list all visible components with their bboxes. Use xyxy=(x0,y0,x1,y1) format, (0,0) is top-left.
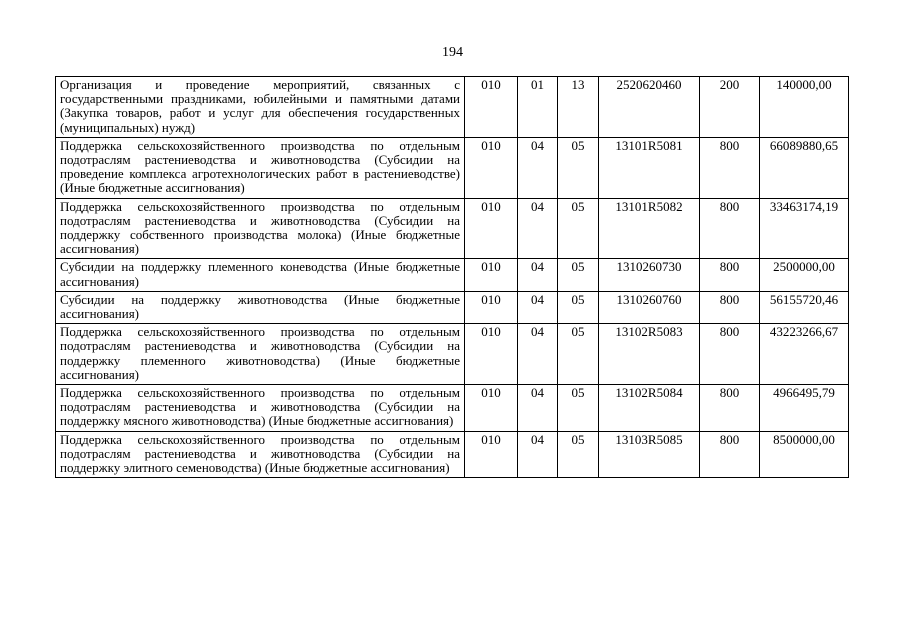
row-code2: 04 xyxy=(518,385,558,432)
row-target: 13103R5085 xyxy=(599,431,700,478)
row-code1: 010 xyxy=(465,291,518,323)
row-type: 800 xyxy=(700,291,760,323)
row-code3: 05 xyxy=(558,324,599,385)
row-amount: 2500000,00 xyxy=(760,259,849,291)
row-target: 13102R5084 xyxy=(599,385,700,432)
row-amount: 43223266,67 xyxy=(760,324,849,385)
row-target: 2520620460 xyxy=(599,77,700,138)
budget-table xyxy=(55,76,849,478)
row-name: Поддержка сельскохозяйственного производства по отдельным подотраслям растениеводства и животноводства (Субсидии на поддержку мясного животноводства) (Иные бюджетные ассигнования) xyxy=(56,385,465,432)
table-row xyxy=(56,137,849,198)
row-type: 800 xyxy=(700,431,760,478)
table-row xyxy=(56,324,849,385)
row-code1: 010 xyxy=(465,259,518,291)
row-code2: 04 xyxy=(518,198,558,259)
row-type: 800 xyxy=(700,198,760,259)
row-code3: 05 xyxy=(558,385,599,432)
row-type: 800 xyxy=(700,137,760,198)
table-row xyxy=(56,259,849,291)
row-type: 200 xyxy=(700,77,760,138)
row-code3: 05 xyxy=(558,137,599,198)
row-code2: 01 xyxy=(518,77,558,138)
row-type: 800 xyxy=(700,259,760,291)
page-number: 194 xyxy=(442,45,463,60)
row-code1: 010 xyxy=(465,137,518,198)
row-amount: 4966495,79 xyxy=(760,385,849,432)
row-target: 1310260730 xyxy=(599,259,700,291)
table-row xyxy=(56,77,849,138)
row-target: 1310260760 xyxy=(599,291,700,323)
row-name: Поддержка сельскохозяйственного производства по отдельным подотраслям растениеводства и животноводства (Субсидии на поддержку собственного производства молока) (Иные бюджетные ассигнования) xyxy=(56,198,465,259)
row-type: 800 xyxy=(700,324,760,385)
row-amount: 8500000,00 xyxy=(760,431,849,478)
row-code2: 04 xyxy=(518,324,558,385)
row-name: Поддержка сельскохозяйственного производства по отдельным подотраслям растениеводства и животноводства (Субсидии на поддержку племенного животноводства) (Иные бюджетные ассигнования) xyxy=(56,324,465,385)
row-code2: 04 xyxy=(518,259,558,291)
row-code3: 05 xyxy=(558,431,599,478)
row-code3: 05 xyxy=(558,259,599,291)
row-type: 800 xyxy=(700,385,760,432)
row-target: 13102R5083 xyxy=(599,324,700,385)
row-code2: 04 xyxy=(518,137,558,198)
row-amount: 33463174,19 xyxy=(760,198,849,259)
row-code2: 04 xyxy=(518,291,558,323)
row-code2: 04 xyxy=(518,431,558,478)
row-code1: 010 xyxy=(465,324,518,385)
row-name: Поддержка сельскохозяйственного производства по отдельным подотраслям растениеводства и животноводства (Субсидии на проведение комплекса агротехнологических работ в растениеводстве) (Иные бюджетные ассигнования) xyxy=(56,137,465,198)
row-code1: 010 xyxy=(465,77,518,138)
row-target: 13101R5082 xyxy=(599,198,700,259)
row-amount: 66089880,65 xyxy=(760,137,849,198)
table-row xyxy=(56,291,849,323)
row-name: Поддержка сельскохозяйственного производства по отдельным подотраслям растениеводства и животноводства (Субсидии на поддержку элитного семеноводства) (Иные бюджетные ассигнования) xyxy=(56,431,465,478)
row-code3: 13 xyxy=(558,77,599,138)
row-name: Субсидии на поддержку племенного коневодства (Иные бюджетные ассигнования) xyxy=(56,259,465,291)
row-code1: 010 xyxy=(465,431,518,478)
row-code1: 010 xyxy=(465,385,518,432)
table-row xyxy=(56,431,849,478)
row-target: 13101R5081 xyxy=(599,137,700,198)
row-name: Организация и проведение мероприятий, связанных с государственными праздниками, юбилейными и памятными датами (Закупка товаров, работ и услуг для обеспечения государственных (муниципальных) нужд) xyxy=(56,77,465,138)
row-amount: 140000,00 xyxy=(760,77,849,138)
row-code3: 05 xyxy=(558,291,599,323)
row-code1: 010 xyxy=(465,198,518,259)
table-row xyxy=(56,385,849,432)
row-code3: 05 xyxy=(558,198,599,259)
row-name: Субсидии на поддержку животноводства (Иные бюджетные ассигнования) xyxy=(56,291,465,323)
table-row xyxy=(56,198,849,259)
row-amount: 56155720,46 xyxy=(760,291,849,323)
